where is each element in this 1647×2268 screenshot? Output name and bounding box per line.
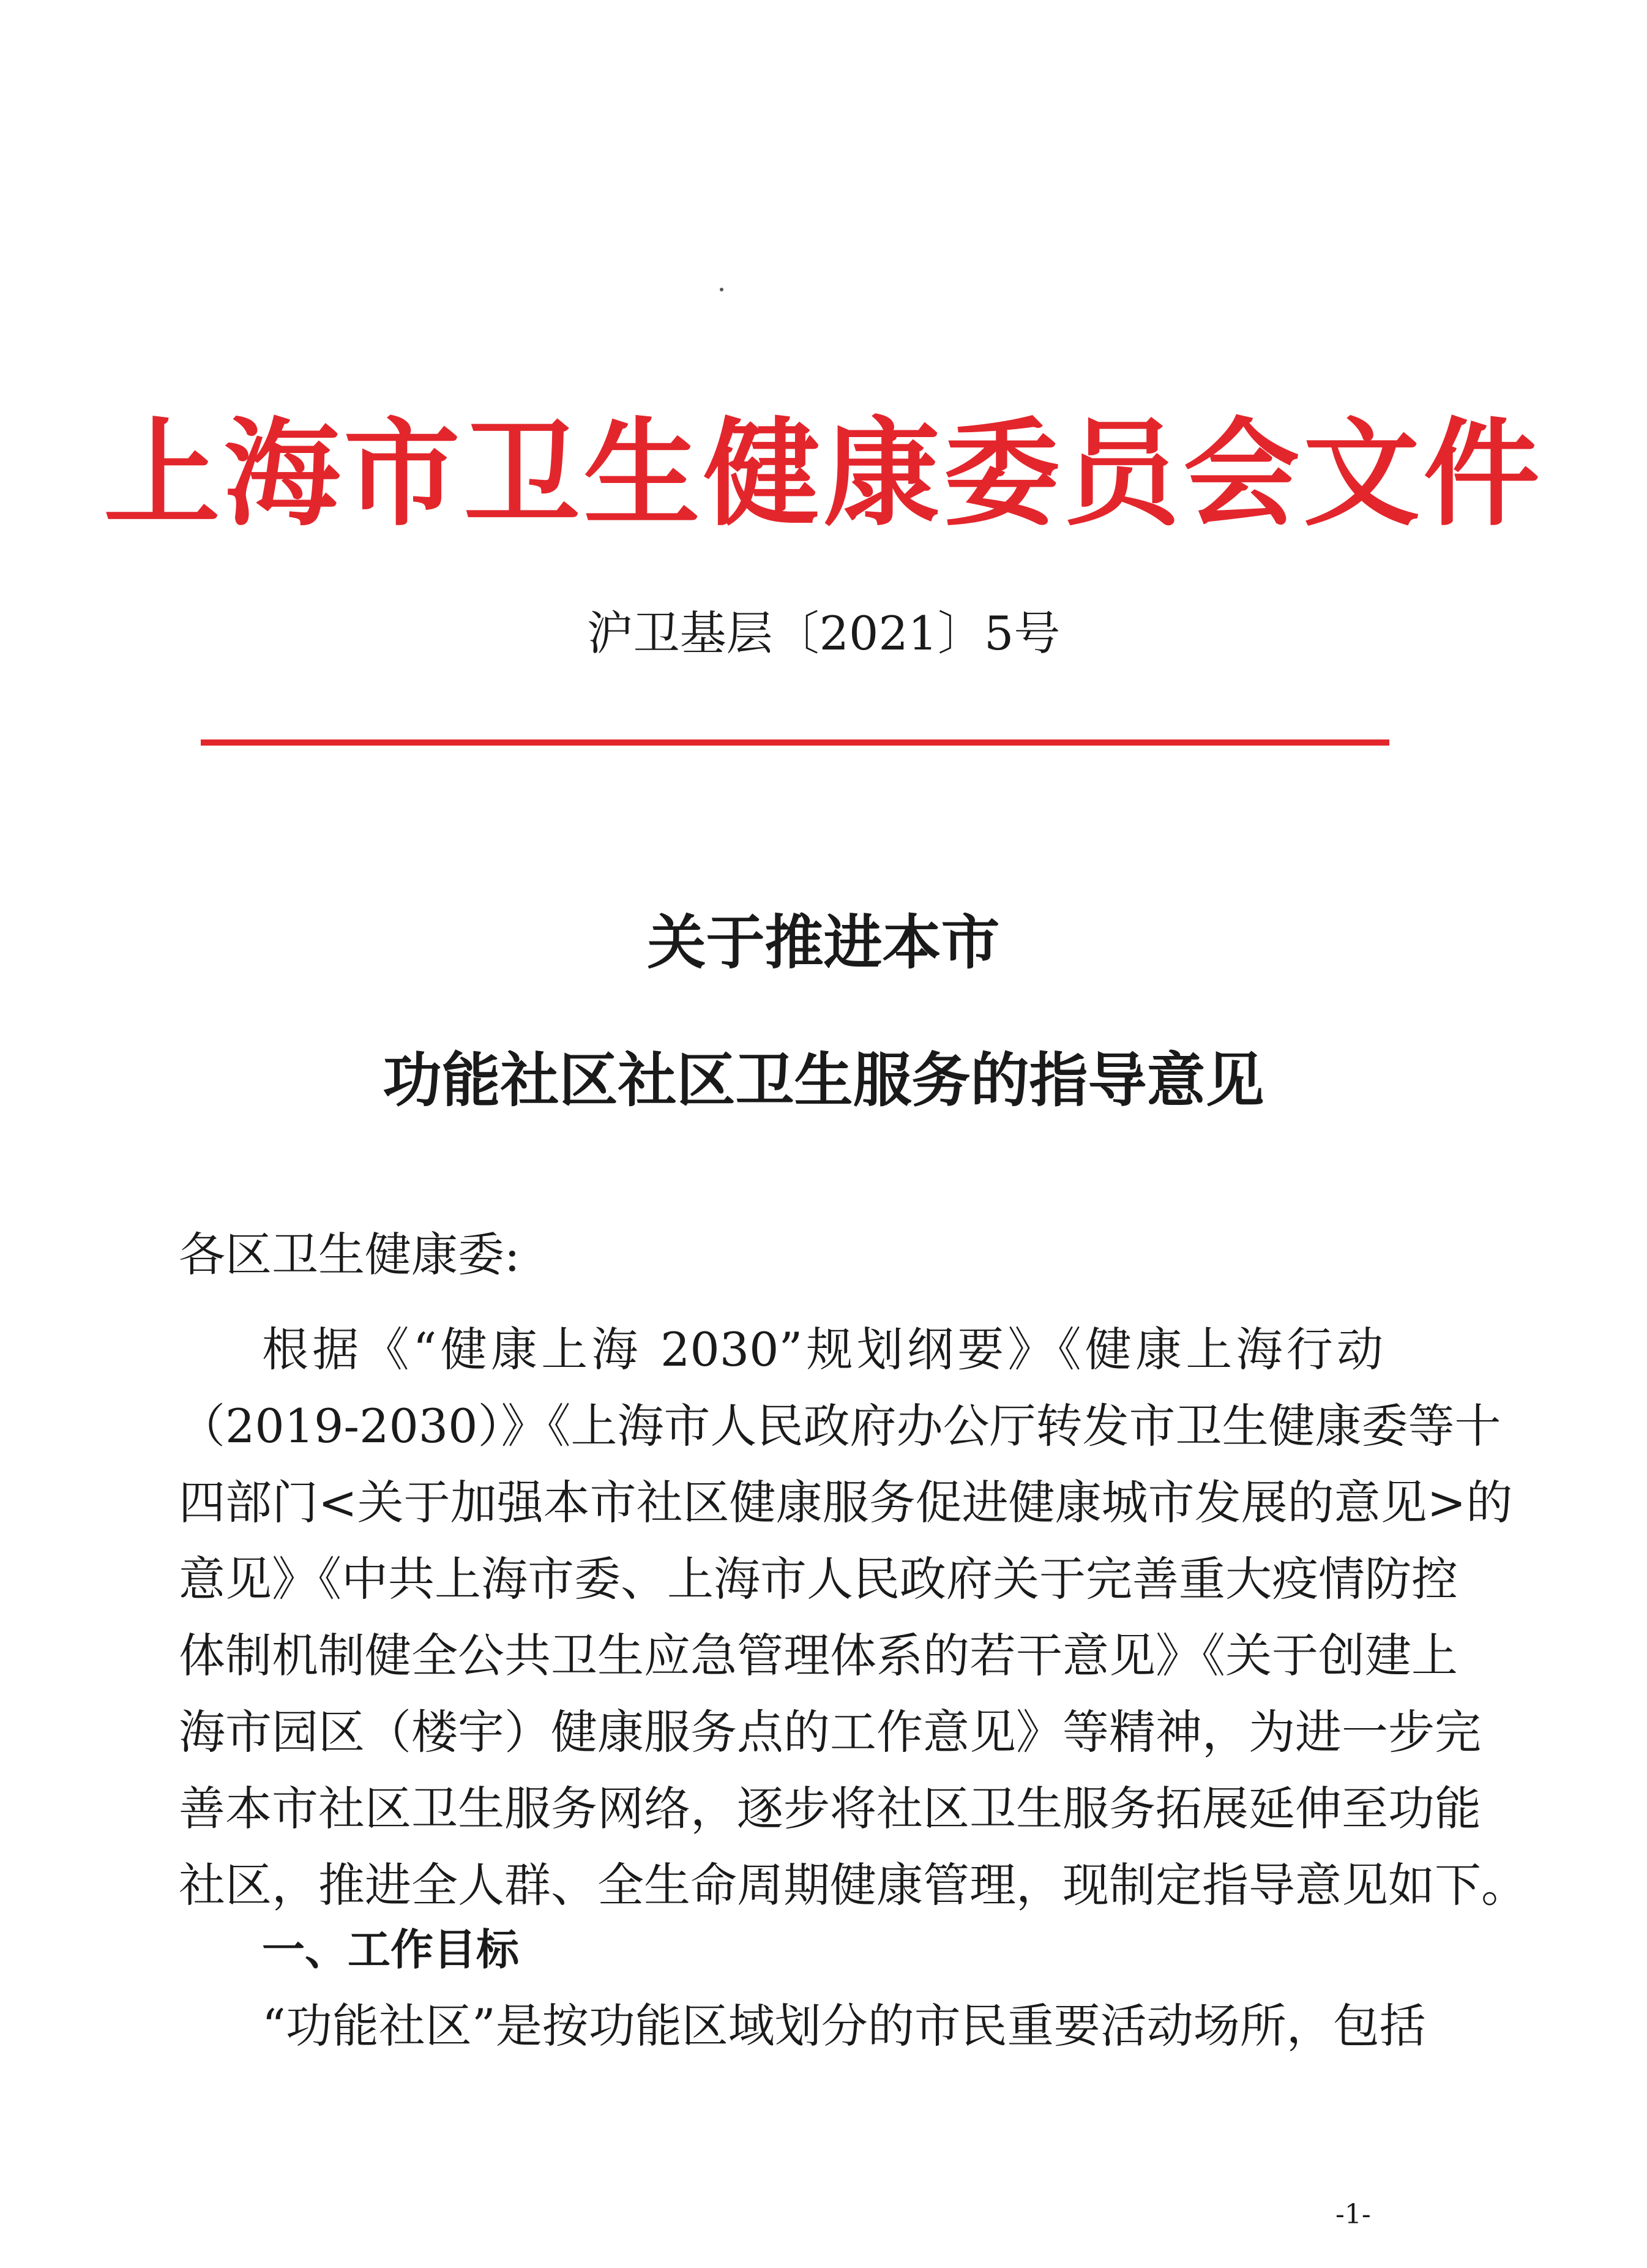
issuer-title: 上海市卫生健康委员会文件 <box>103 406 1544 542</box>
body-line: 体制机制健全公共卫生应急管理体系的若干意见》《关于创建上 <box>179 1628 1458 1683</box>
body-line: 社区，推进全人群、全生命周期健康管理，现制定指导意见如下。 <box>179 1858 1528 1912</box>
body-line: 海市园区（楼宇）健康服务点的工作意见》等精神，为进一步完 <box>179 1705 1481 1759</box>
red-separator-line <box>201 739 1389 746</box>
page-number: -1- <box>1335 2199 1371 2230</box>
body-line: 意见》《中共上海市委、上海市人民政府关于完善重大疫情防控 <box>179 1552 1458 1606</box>
salutation: 各区卫生健康委: <box>179 1227 520 1282</box>
body-line: 善本市社区卫生服务网络，逐步将社区卫生服务拓展延伸至功能 <box>179 1781 1481 1836</box>
document-title-line-1: 关于推进本市 <box>647 908 1000 977</box>
document-number: 沪卫基层〔2021〕5号 <box>586 606 1061 661</box>
body-line: “功能社区”是按功能区域划分的市民重要活动场所，包括 <box>262 1999 1426 2053</box>
scan-speck <box>720 288 723 291</box>
section-heading: 一、工作目标 <box>262 1925 519 1975</box>
body-line: 根据《“健康上海 2030”规划纲要》《健康上海行动 <box>262 1322 1383 1377</box>
document-title-line-2: 功能社区社区卫生服务的指导意见 <box>383 1046 1264 1115</box>
body-line: （2019-2030）》《上海市人民政府办公厅转发市卫生健康委等十 <box>179 1399 1501 1453</box>
body-line: 四部门<关于加强本市社区健康服务促进健康城市发展的意见>的 <box>179 1475 1513 1530</box>
